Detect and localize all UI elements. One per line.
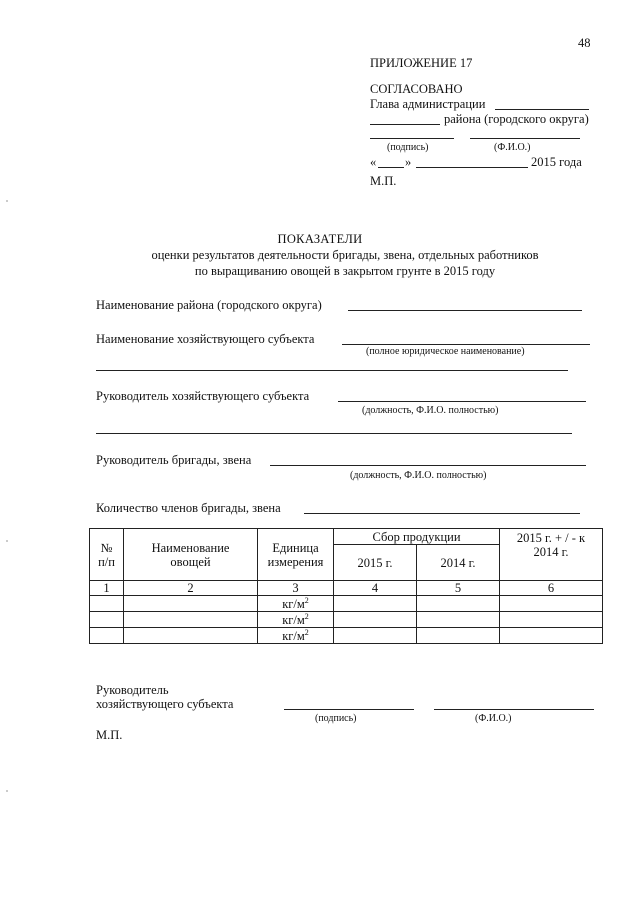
date-month-line[interactable] xyxy=(416,167,528,168)
cell-name[interactable] xyxy=(124,612,258,628)
date-year: 2015 года xyxy=(531,155,582,169)
header-name-line2: овощей xyxy=(170,554,211,569)
header-2014: 2014 г. xyxy=(417,545,500,581)
cell-num[interactable] xyxy=(90,612,124,628)
header-num-line2: п/п xyxy=(98,554,115,569)
entity-name-line-2[interactable] xyxy=(96,370,568,371)
footer-head-line2: хозяйствующего субъекта xyxy=(96,697,234,711)
unit-base: кг/м xyxy=(282,596,305,611)
approval-title: СОГЛАСОВАНО xyxy=(370,82,463,96)
approval-stamp: М.П. xyxy=(370,174,397,188)
brigade-head-caption: (должность, Ф.И.О. полностью) xyxy=(350,470,487,481)
district-label: района (городского округа) xyxy=(444,112,589,126)
cell-unit xyxy=(258,628,334,644)
document-subtitle-line2: по выращиванию овощей в закрытом грунте в 2015 году xyxy=(194,264,496,278)
footer-fio-caption: (Ф.И.О.) xyxy=(475,713,512,724)
district-name-label: Наименование района (городского округа) xyxy=(96,298,322,312)
header-num-line1: № xyxy=(100,540,113,555)
cell-2015[interactable] xyxy=(334,628,417,644)
unit-exp: 2 xyxy=(304,611,309,621)
page-number: 48 xyxy=(578,36,591,50)
approval-signature-caption: (подпись) xyxy=(387,142,429,153)
col-number-1: 1 xyxy=(90,581,124,596)
header-name-line1: Наименование xyxy=(151,540,230,555)
cell-2014[interactable] xyxy=(417,628,500,644)
date-close-quote: » xyxy=(405,155,412,169)
col-number-3: 3 xyxy=(258,581,334,596)
header-unit-line1: Единица xyxy=(272,540,319,555)
brigade-head-label: Руководитель бригады, звена xyxy=(96,453,252,467)
table-col-number-row xyxy=(90,581,603,596)
date-open-quote: « xyxy=(370,155,377,169)
cell-diff[interactable] xyxy=(500,612,603,628)
entity-head-line[interactable] xyxy=(338,401,586,402)
entity-head-label: Руководитель хозяйствующего субъекта xyxy=(96,389,310,403)
brigade-head-line[interactable] xyxy=(270,465,586,466)
header-unit-line2: измерения xyxy=(267,554,324,569)
district-line[interactable] xyxy=(370,124,440,125)
header-harvest: Сбор продукции xyxy=(334,529,500,545)
cell-2014[interactable] xyxy=(417,612,500,628)
cell-2015[interactable] xyxy=(334,612,417,628)
brigade-count-line[interactable] xyxy=(304,513,580,514)
header-name xyxy=(124,529,258,581)
col-number-6: 6 xyxy=(500,581,603,596)
header-diff-line1: 2015 г. + / - к xyxy=(516,531,586,545)
table-header-row xyxy=(90,529,603,545)
approval-signature-line[interactable] xyxy=(370,138,454,139)
document-subtitle-line1: оценки результатов деятельности бригады, звена, отдельных работников xyxy=(151,248,539,262)
footer-signature-line[interactable] xyxy=(284,709,414,710)
scan-speck xyxy=(6,540,8,542)
date-day-line[interactable] xyxy=(378,167,404,168)
col-number-2: 2 xyxy=(124,581,258,596)
unit-base: кг/м xyxy=(282,612,305,627)
cell-num[interactable] xyxy=(90,628,124,644)
entity-head-caption: (должность, Ф.И.О. полностью) xyxy=(362,405,499,416)
cell-diff[interactable] xyxy=(500,628,603,644)
head-admin-label: Глава администрации xyxy=(370,97,486,111)
brigade-count-label: Количество членов бригады, звена xyxy=(96,501,281,515)
entity-name-label: Наименование хозяйствующего субъекта xyxy=(96,332,315,346)
scan-speck xyxy=(6,790,8,792)
table-row xyxy=(90,596,603,612)
appendix-label: ПРИЛОЖЕНИЕ 17 xyxy=(370,56,473,70)
table-row xyxy=(90,612,603,628)
header-unit xyxy=(258,529,334,581)
footer-head-line1: Руководитель xyxy=(96,683,169,697)
unit-exp: 2 xyxy=(304,627,309,637)
approval-fio-caption: (Ф.И.О.) xyxy=(494,142,531,153)
header-diff xyxy=(500,529,603,581)
footer-signature-caption: (подпись) xyxy=(315,713,357,724)
cell-diff[interactable] xyxy=(500,596,603,612)
district-name-line[interactable] xyxy=(348,310,582,311)
cell-name[interactable] xyxy=(124,628,258,644)
cell-name[interactable] xyxy=(124,596,258,612)
cell-unit xyxy=(258,612,334,628)
scan-speck xyxy=(6,200,8,202)
cell-unit xyxy=(258,596,334,612)
table-row xyxy=(90,628,603,644)
document-title: ПОКАЗАТЕЛИ xyxy=(277,232,363,246)
unit-exp: 2 xyxy=(304,595,309,605)
entity-name-caption: (полное юридическое наименование) xyxy=(366,346,525,357)
header-diff-line2: 2014 г. xyxy=(533,545,569,559)
entity-head-line-2[interactable] xyxy=(96,433,572,434)
head-admin-line[interactable] xyxy=(495,109,589,110)
cell-2014[interactable] xyxy=(417,596,500,612)
cell-2015[interactable] xyxy=(334,596,417,612)
col-number-4: 4 xyxy=(334,581,417,596)
unit-base: кг/м xyxy=(282,628,305,643)
header-num xyxy=(90,529,124,581)
cell-num[interactable] xyxy=(90,596,124,612)
footer-fio-line[interactable] xyxy=(434,709,594,710)
indicators-table xyxy=(89,528,603,644)
entity-name-line[interactable] xyxy=(342,344,590,345)
col-number-5: 5 xyxy=(417,581,500,596)
header-2015: 2015 г. xyxy=(334,545,417,581)
footer-stamp: М.П. xyxy=(96,728,123,742)
approval-fio-line[interactable] xyxy=(470,138,580,139)
